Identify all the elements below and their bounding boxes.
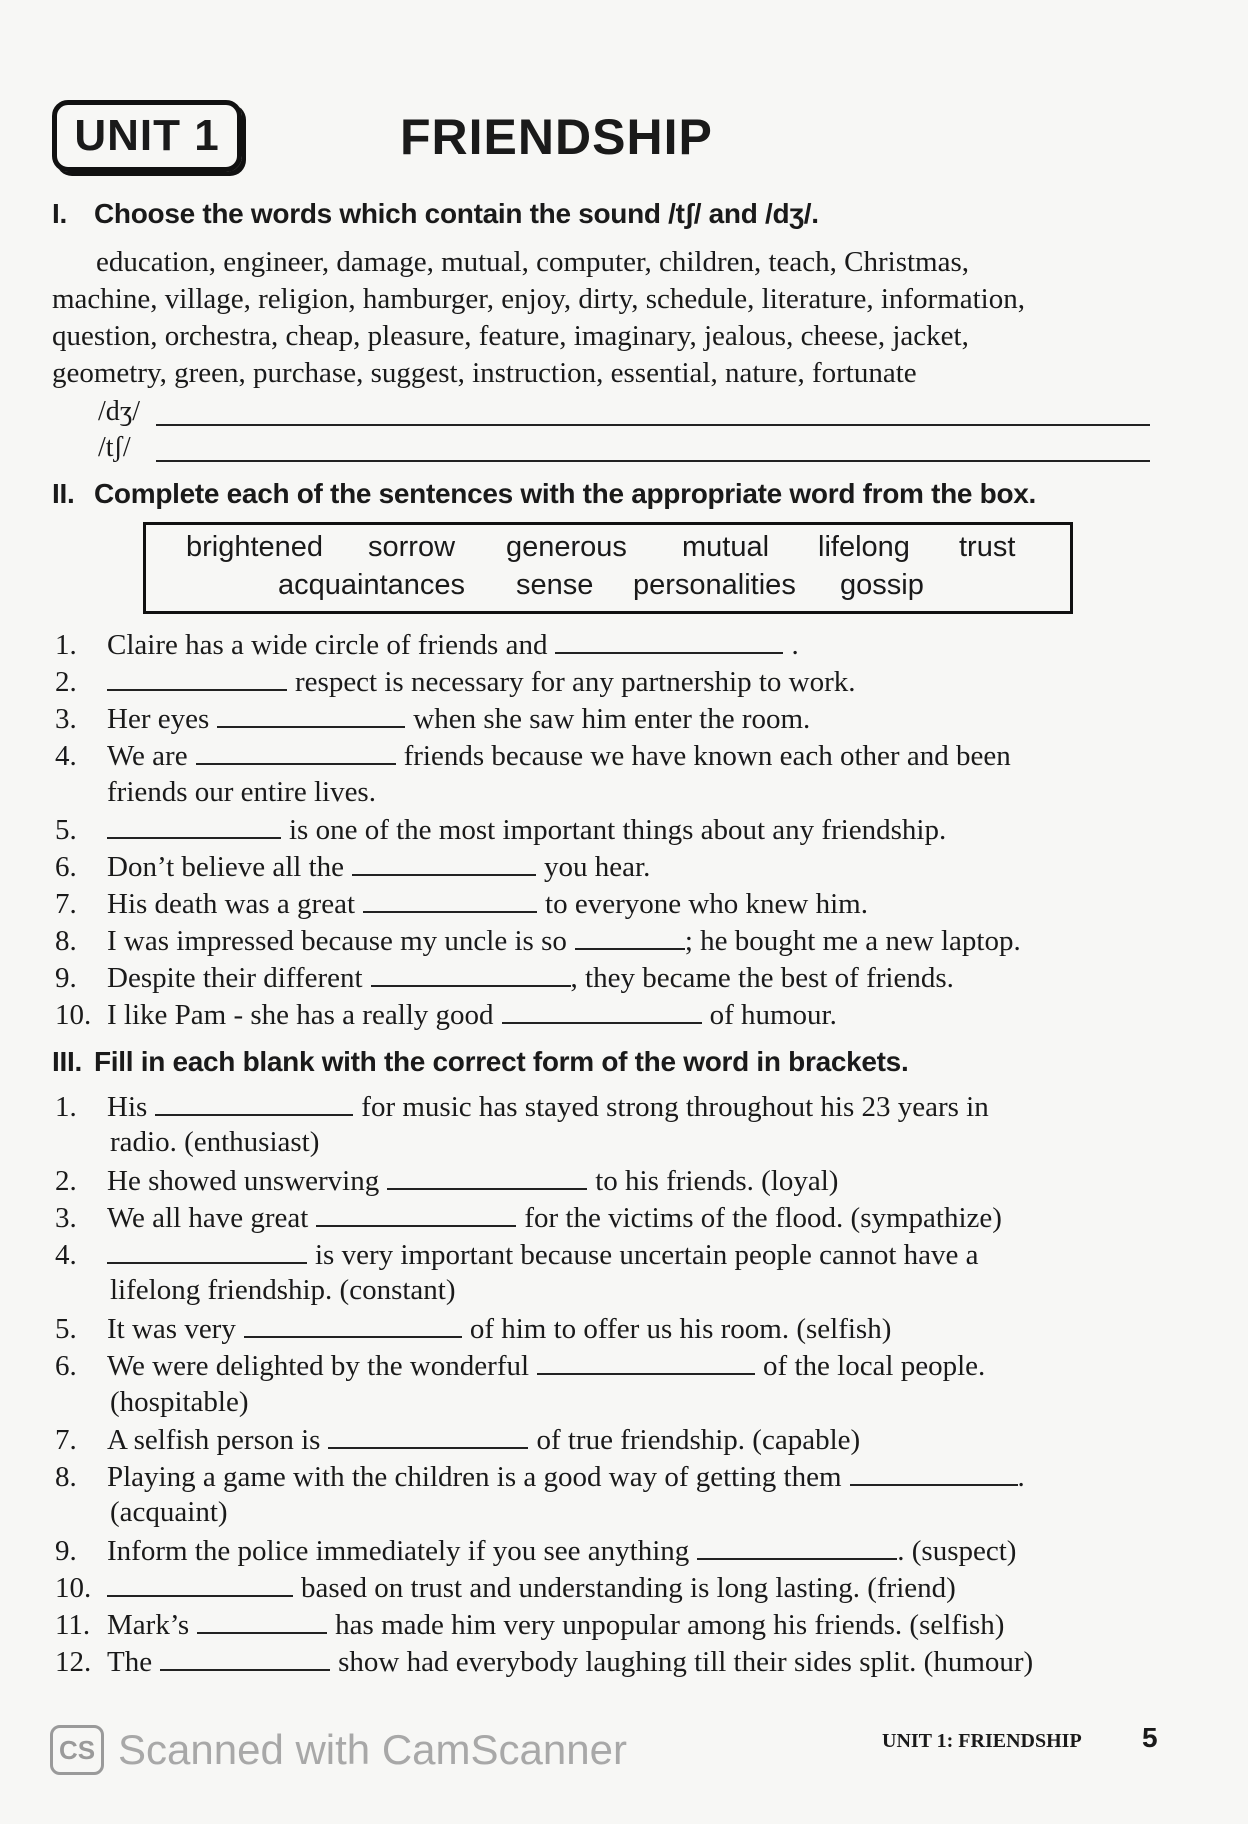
item-text: respect is necessary for any partnership to work. <box>295 666 856 698</box>
item-text: We were delighted by the wonderful <box>107 1350 530 1382</box>
exercise-item <box>55 1164 838 1198</box>
section-heading-text: Choose the words which contain the sound /tʃ/ and /dʒ/. <box>94 198 819 229</box>
answer-blank[interactable] <box>537 1349 755 1375</box>
answer-label: /tʃ/ <box>98 432 131 463</box>
answer-blank[interactable] <box>387 1164 587 1190</box>
answer-blank[interactable] <box>196 739 396 765</box>
exercise-item <box>55 1238 979 1272</box>
item-text: to everyone who knew him. <box>545 888 868 920</box>
section-1-heading <box>52 198 819 230</box>
answer-blank[interactable] <box>217 702 405 728</box>
answer-line-ch[interactable] <box>98 432 131 464</box>
camscanner-logo-icon: CS <box>50 1725 104 1775</box>
box-word: sense <box>516 569 594 601</box>
item-text: show had everybody laughing till their sides split. (humour) <box>338 1646 1034 1678</box>
item-text: you hear. <box>544 851 651 883</box>
exercise-item <box>55 887 868 921</box>
watermark-text: Scanned with CamScanner <box>118 1726 627 1773</box>
item-continuation: lifelong friendship. (constant) <box>110 1274 456 1306</box>
item-text: Her eyes <box>107 703 210 735</box>
item-text: . (suspect) <box>897 1535 1017 1567</box>
item-number: 2. <box>55 1165 77 1197</box>
answer-blank[interactable] <box>352 850 536 876</box>
answer-blank[interactable] <box>371 961 571 987</box>
answer-blank[interactable] <box>850 1460 1018 1486</box>
section-heading-text: Complete each of the sentences with the appropriate word from the box. <box>94 478 1037 509</box>
item-text: when she saw him enter the room. <box>413 703 811 735</box>
exercise-item <box>55 998 837 1032</box>
item-text: for the victims of the flood. (sympathize) <box>524 1202 1002 1234</box>
item-number: 5. <box>55 814 77 846</box>
box-word: sorrow <box>368 531 456 563</box>
item-text: of humour. <box>709 999 837 1031</box>
item-text: to his friends. (loyal) <box>595 1165 839 1197</box>
exercise-item <box>55 1608 1004 1642</box>
item-text: We all have great <box>107 1202 309 1234</box>
word-list-line: machine, village, religion, hamburger, enjoy, dirty, schedule, literature, information, <box>52 283 1025 315</box>
item-text: The <box>107 1646 153 1678</box>
item-text: His <box>107 1091 148 1123</box>
item-text: of the local people. <box>763 1350 986 1382</box>
exercise-item <box>55 1571 956 1605</box>
answer-blank[interactable] <box>155 1090 353 1116</box>
box-word: acquaintances <box>278 569 466 601</box>
box-word: generous <box>506 531 627 563</box>
exercise-item <box>55 665 855 699</box>
exercise-item <box>55 1645 1033 1679</box>
item-text: friends because we have known each other and been <box>403 740 1011 772</box>
answer-blank[interactable] <box>363 887 537 913</box>
item-text: His death was a great <box>107 888 356 920</box>
item-number: 7. <box>55 1424 77 1456</box>
answer-blank[interactable] <box>575 924 685 950</box>
box-word: gossip <box>840 569 924 601</box>
item-continuation: friends our entire lives. <box>107 776 376 808</box>
item-text: of true friendship. (capable) <box>536 1424 861 1456</box>
item-text: It was very <box>107 1313 236 1345</box>
answer-blank[interactable] <box>160 1645 330 1671</box>
exercise-item <box>55 1349 985 1383</box>
word-box <box>143 522 1073 614</box>
unit-title: FRIENDSHIP <box>400 109 713 165</box>
item-number: 8. <box>55 1461 77 1493</box>
item-continuation: radio. (enthusiast) <box>110 1126 320 1158</box>
camscanner-watermark <box>50 1722 627 1778</box>
answer-blank[interactable] <box>244 1312 462 1338</box>
exercise-item <box>55 1090 989 1124</box>
exercise-item <box>55 1312 891 1346</box>
answer-blank[interactable] <box>107 1238 307 1264</box>
item-number: 1. <box>55 629 77 661</box>
item-number: 9. <box>55 1535 77 1567</box>
item-number: 6. <box>55 851 77 883</box>
exercise-item <box>55 1423 860 1457</box>
section-2-heading <box>52 478 1036 510</box>
exercise-item <box>55 813 946 847</box>
item-number: 10. <box>55 999 92 1031</box>
item-text: ; he bought me a new laptop. <box>684 925 1021 957</box>
exercise-item <box>55 1460 1025 1494</box>
item-continuation: (acquaint) <box>110 1496 228 1528</box>
item-text: I was impressed because my uncle is so <box>107 925 567 957</box>
answer-blank[interactable] <box>555 628 783 654</box>
item-number: 10. <box>55 1572 92 1604</box>
exercise-item <box>55 850 650 884</box>
section-number: II. <box>52 478 75 509</box>
item-number: 5. <box>55 1313 77 1345</box>
exercise-item <box>55 702 810 736</box>
item-number: 3. <box>55 703 77 735</box>
item-number: 7. <box>55 888 77 920</box>
page-number: 5 <box>1142 1722 1158 1753</box>
item-text: , they became the best of friends. <box>570 962 954 994</box>
box-word: trust <box>959 531 1016 563</box>
section-number: III. <box>52 1046 82 1077</box>
item-text: Despite their different <box>107 962 363 994</box>
item-text: Mark’s <box>107 1609 190 1641</box>
answer-label: /dʒ/ <box>98 396 140 427</box>
box-word: personalities <box>633 569 796 601</box>
section-3-heading <box>52 1046 908 1078</box>
running-head: UNIT 1: FRIENDSHIP <box>882 1730 1082 1752</box>
word-list-line: question, orchestra, cheap, pleasure, feature, imaginary, jealous, cheese, jacket, <box>52 320 969 352</box>
answer-blank[interactable] <box>316 1201 516 1227</box>
item-number: 6. <box>55 1350 77 1382</box>
item-text: of him to offer us his room. (selfish) <box>469 1313 892 1345</box>
answer-blank[interactable] <box>107 665 287 691</box>
answer-rule <box>156 424 1150 426</box>
item-text: Don’t believe all the <box>107 851 345 883</box>
item-text: . <box>791 629 799 661</box>
exercise-item <box>55 628 799 662</box>
item-text: is one of the most important things about any friendship. <box>289 814 947 846</box>
item-text: We are <box>107 740 188 772</box>
box-word: brightened <box>186 531 324 563</box>
item-text: . <box>1017 1461 1025 1493</box>
answer-blank[interactable] <box>502 998 702 1024</box>
item-text: has made him very unpopular among his friends. (selfish) <box>335 1609 1005 1641</box>
item-number: 11. <box>55 1609 91 1641</box>
item-number: 2. <box>55 666 77 698</box>
item-text: A selfish person is <box>107 1424 321 1456</box>
exercise-item <box>55 1534 1016 1568</box>
section-number: I. <box>52 198 67 229</box>
answer-blank[interactable] <box>197 1608 327 1634</box>
item-number: 8. <box>55 925 77 957</box>
word-list-line: education, engineer, damage, mutual, computer, children, teach, Christmas, <box>96 246 970 278</box>
section-heading-text: Fill in each blank with the correct form of the word in brackets. <box>94 1046 909 1077</box>
item-text: based on trust and understanding is long lasting. (friend) <box>301 1572 956 1604</box>
answer-blank[interactable] <box>107 813 281 839</box>
item-text: Claire has a wide circle of friends and <box>107 629 548 661</box>
answer-blank[interactable] <box>697 1534 897 1560</box>
word-list <box>52 244 1152 392</box>
word-list-line: geometry, green, purchase, suggest, instruction, essential, nature, fortunate <box>52 357 917 389</box>
item-number: 1. <box>55 1091 77 1123</box>
answer-blank[interactable] <box>328 1423 528 1449</box>
item-text: for music has stayed strong throughout his 23 years in <box>361 1091 989 1123</box>
exercise-item <box>55 924 1021 958</box>
item-continuation: (hospitable) <box>110 1386 249 1418</box>
item-number: 9. <box>55 962 77 994</box>
exercise-item <box>55 961 954 995</box>
item-text: is very important because uncertain people cannot have a <box>315 1239 979 1271</box>
item-number: 12. <box>55 1646 92 1678</box>
box-word: mutual <box>682 531 770 563</box>
item-text: I like Pam - she has a really good <box>107 999 494 1031</box>
unit-badge: UNIT 1 <box>52 100 242 172</box>
item-text: Playing a game with the children is a good way of getting them <box>107 1461 842 1493</box>
answer-line-dz[interactable] <box>98 396 140 428</box>
item-number: 4. <box>55 740 77 772</box>
box-word: lifelong <box>818 531 910 563</box>
item-number: 3. <box>55 1202 77 1234</box>
item-text: Inform the police immediately if you see anything <box>107 1535 690 1567</box>
exercise-item <box>55 1201 1002 1235</box>
item-number: 4. <box>55 1239 77 1271</box>
item-text: He showed unswerving <box>107 1165 380 1197</box>
exercise-item <box>55 739 1011 773</box>
answer-blank[interactable] <box>107 1571 293 1597</box>
answer-rule <box>156 460 1150 462</box>
